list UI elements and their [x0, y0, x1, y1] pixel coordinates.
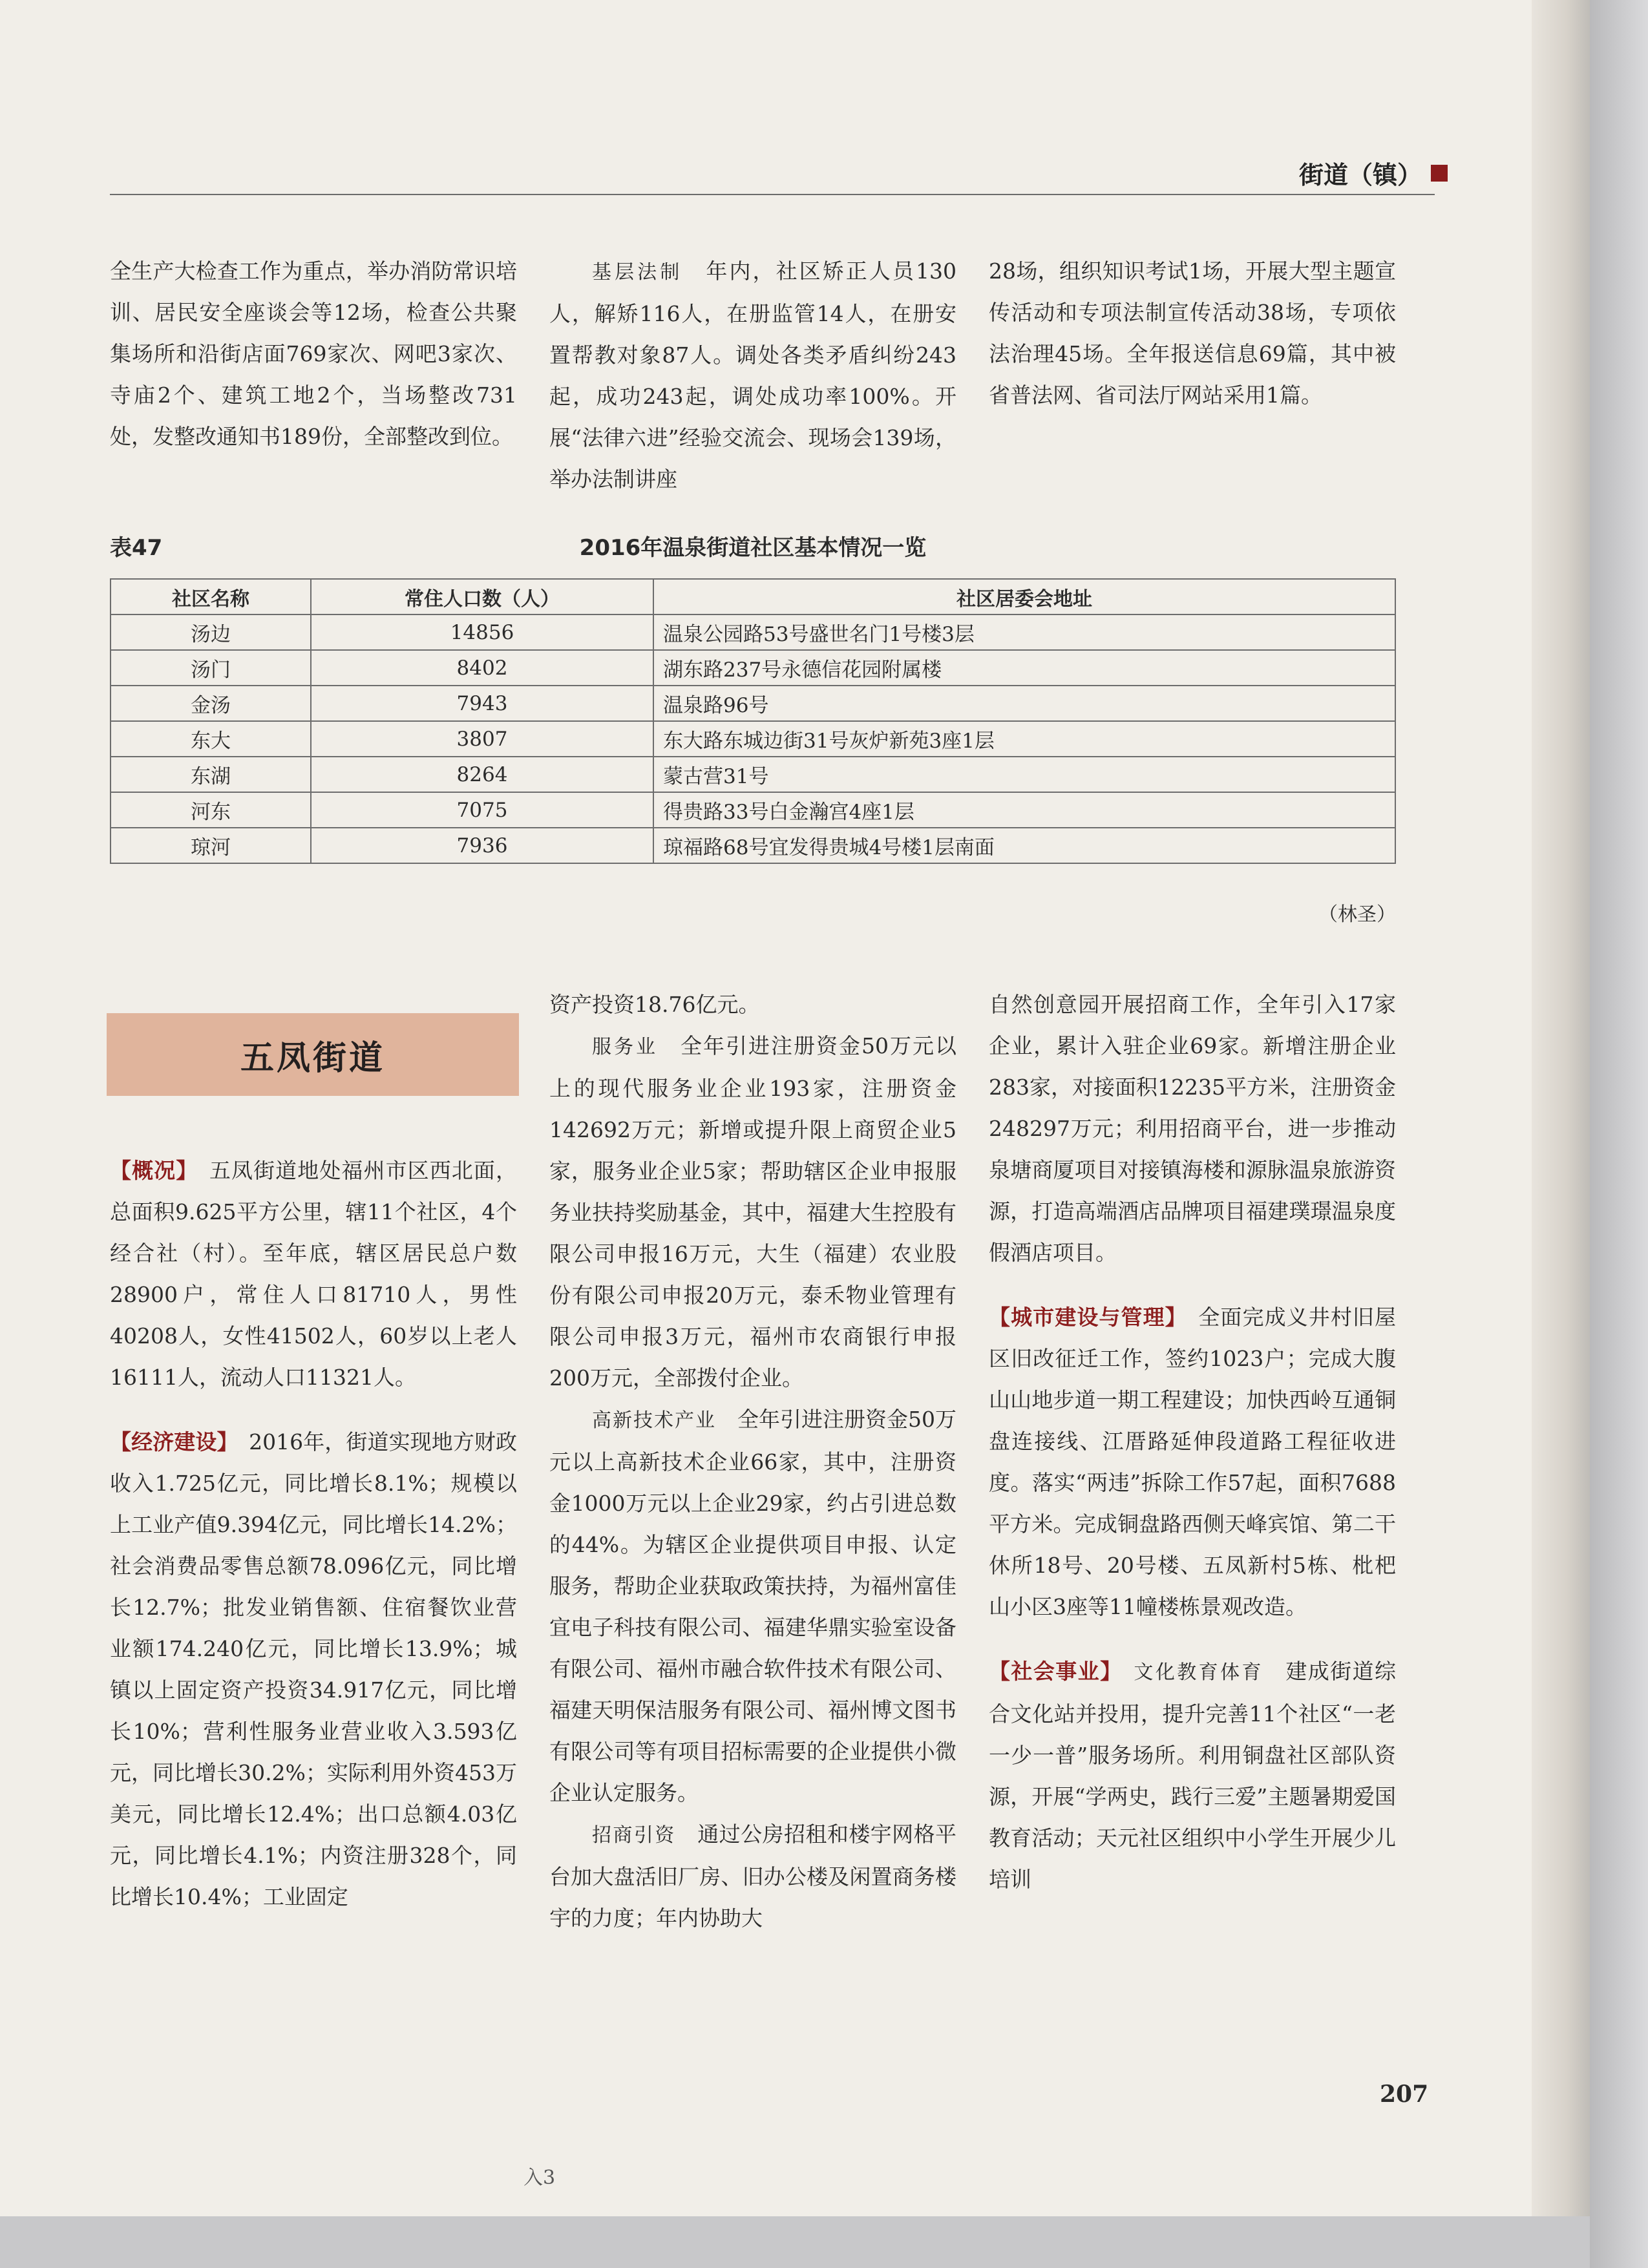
header-rule: [110, 194, 1435, 195]
scanner-bottom: [0, 2216, 1590, 2268]
table-cell: 汤边: [111, 614, 311, 650]
table-cell: 7075: [311, 792, 653, 828]
table-row: [111, 614, 1395, 650]
col3-top: [989, 251, 1396, 416]
culture-subhead: 文化教育体育: [1134, 1661, 1263, 1684]
table-cell: 得贵路33号白金瀚宫4座1层: [653, 792, 1395, 828]
col3-bottom: [989, 984, 1396, 1900]
hitech-text: 全年引进注册资金50万元以上高新技术企业66家，其中，注册资金1000万元以上企业29家，约占引进总数的44%。为辖区企业提供项目申报、认定服务，帮助企业获取政策扶持，为福州富佳宜电子科技有限公司、福建华鼎实验室设备有限公司、福州市融合软件技术有限公司、福建天明保洁服务有限公司、福州博文图书有限公司等有项目招标需要的企业提供小微企业认定服务。: [549, 1407, 956, 1805]
economy-text: 2016年，街道实现地方财政收入1.725亿元，同比增长8.1%；规模以上工业产值9.394亿元，同比增长14.2%；社会消费品零售总额78.096亿元，同比增长12.7%；批发业销售额、住宿餐饮业营业额174.240亿元，同比增长13.9%；城镇以上固定资产投资34.917亿元，同比增长10%；营利性服务业营业收入3.593亿元，同比增长30.2%；实际利用外资453万美元，同比增长12.4%；出口总额4.03亿元，同比增长4.1%；内资注册328个，同比增长10.4%；工业固定: [110, 1429, 518, 1909]
table-row: [111, 828, 1395, 863]
scanner-edge: [1590, 0, 1648, 2268]
table-cell: 东大路东城边街31号灰炉新苑3座1层: [653, 721, 1395, 757]
table-row: [111, 757, 1395, 792]
col3-bottom-intro: 自然创意园开展招商工作，全年引入17家企业，累计入驻企业69家。新增注册企业283家，对接面积12235平方米，注册资金248297万元；利用招商平台，进一步推动泉塘商厦项目对接镇海楼和源脉温泉旅游资源，打造高端酒店品牌项目福建璞璟温泉度假酒店项目。: [989, 992, 1396, 1265]
table-title: 2016年温泉街道社区基本情况一览: [579, 535, 927, 561]
col2-top-text: 年内，社区矫正人员130人，解矫116人，在册监管14人，在册安置帮教对象87人。调处各类矛盾纠纷243起，成功243起，调处成功率100%。开展“法律六进”经验交流会、现场会139场，举办法制讲座: [549, 258, 957, 492]
table-row: [111, 721, 1395, 757]
table-cell: 14856: [311, 614, 653, 650]
investment-text: 通过公房招租和楼宇网格平台加大盘活旧厂房、旧办公楼及闲置商务楼宇的力度；年内协助大: [549, 1822, 956, 1931]
urban-label: 【城市建设与管理】: [989, 1305, 1177, 1330]
overview-label: 【概况】: [110, 1158, 187, 1183]
margin-handwriting: 入3: [523, 2167, 556, 2189]
economy-label: 【经济建设】: [110, 1429, 228, 1454]
table-header-row: [111, 579, 1395, 614]
table-row: [111, 650, 1395, 686]
table-header: 社区居委会地址: [653, 579, 1395, 614]
table-header: 常住人口数（人）: [311, 579, 653, 614]
community-table: [110, 578, 1396, 864]
table-cell: 琼河: [111, 828, 311, 863]
table-header: 社区名称: [111, 579, 311, 614]
social-text: 建成街道综合文化站并投用，提升完善11个社区“一老一少一普”服务场所。利用铜盘社区部队资源，开展“学两史，践行三爱”主题暑期爱国教育活动；天元社区组织中小学生开展少儿培训: [989, 1659, 1397, 1892]
table-cell: 东大: [111, 721, 311, 757]
table-cell: 7936: [311, 828, 653, 863]
overview-text: 五凤街道地处福州市区西北面，总面积9.625平方公里，辖11个社区，4个经合社（村）。至年底，辖区居民总户数28900户，常住人口81710人，男性40208人，女性41502人，60岁以上老人16111人，流动人口11321人。: [110, 1158, 518, 1390]
page-number: 207: [1380, 2081, 1429, 2108]
col1-top-text: 全生产大检查工作为重点，举办消防常识培训、居民安全座谈会等12场，检查公共聚集场所和沿街店面769家次、网吧3家次、寺庙2个、建筑工地2个，当场整改731处，发整改通知书189份，全部整改到位。: [110, 258, 517, 449]
table-row: [111, 792, 1395, 828]
social-label: 【社会事业】: [989, 1659, 1112, 1684]
table-cell: 汤门: [111, 650, 311, 686]
table-cell: 8402: [311, 650, 653, 686]
table-cell: 河东: [111, 792, 311, 828]
col1-bottom: [110, 1150, 517, 1918]
page-spine: [1532, 0, 1590, 2216]
header-square-icon: [1431, 165, 1448, 182]
table-row: [111, 686, 1395, 721]
author-signature: （林圣）: [1318, 903, 1396, 926]
table-cell: 温泉公园路53号盛世名门1号楼3层: [653, 614, 1395, 650]
col2-bottom-intro: 资产投资18.76亿元。: [549, 992, 760, 1017]
table-cell: 金汤: [111, 686, 311, 721]
table-number: 表47: [110, 535, 163, 561]
table-cell: 湖东路237号永德信花园附属楼: [653, 650, 1395, 686]
section-title: 五凤街道: [107, 1013, 519, 1096]
table-cell: 温泉路96号: [653, 686, 1395, 721]
col2-top: [549, 251, 956, 500]
hitech-subhead: 高新技术产业: [592, 1409, 716, 1432]
running-header: [1299, 155, 1448, 191]
table-cell: 8264: [311, 757, 653, 792]
header-label: 街道（镇）: [1298, 161, 1422, 189]
investment-subhead: 招商引资: [592, 1824, 676, 1847]
col1-top: [110, 251, 517, 457]
table-cell: 东湖: [111, 757, 311, 792]
col2-top-subhead: 基层法制: [592, 261, 683, 284]
service-text: 全年引进注册资金50万元以上的现代服务业企业193家，注册资金142692万元；新增或提升限上商贸企业5家，服务业企业5家；帮助辖区企业申报服务业扶持奖励基金，其中，福建大生控股有限公司申报16万元，大生（福建）农业股份有限公司申报20万元，泰禾物业管理有限公司申报3万元，福州市农商银行申报200万元，全部拨付企业。: [549, 1033, 956, 1391]
table-cell: 蒙古营31号: [653, 757, 1395, 792]
urban-text: 全面完成义井村旧屋区旧改征迁工作，签约1023户；完成大腹山山地步道一期工程建设；加快西岭互通铜盘连接线、江厝路延伸段道路工程征收进度。落实“两违”拆除工作57起，面积7688平方米。完成铜盘路西侧天峰宾馆、第二干休所18号、20号楼、五凤新村5栋、枇杷山小区3座等11幢楼栋景观改造。: [989, 1305, 1397, 1619]
service-subhead: 服务业: [592, 1036, 658, 1058]
col2-bottom: [549, 984, 956, 1939]
table-cell: 3807: [311, 721, 653, 757]
table-cell: 琼福路68号宜发得贵城4号楼1层南面: [653, 828, 1395, 863]
col3-top-text: 28场，组织知识考试1场，开展大型主题宣传活动和专项法制宣传活动38场，专项依法治理45场。全年报送信息69篇，其中被省普法网、省司法厅网站采用1篇。: [989, 258, 1396, 408]
table-cell: 7943: [311, 686, 653, 721]
